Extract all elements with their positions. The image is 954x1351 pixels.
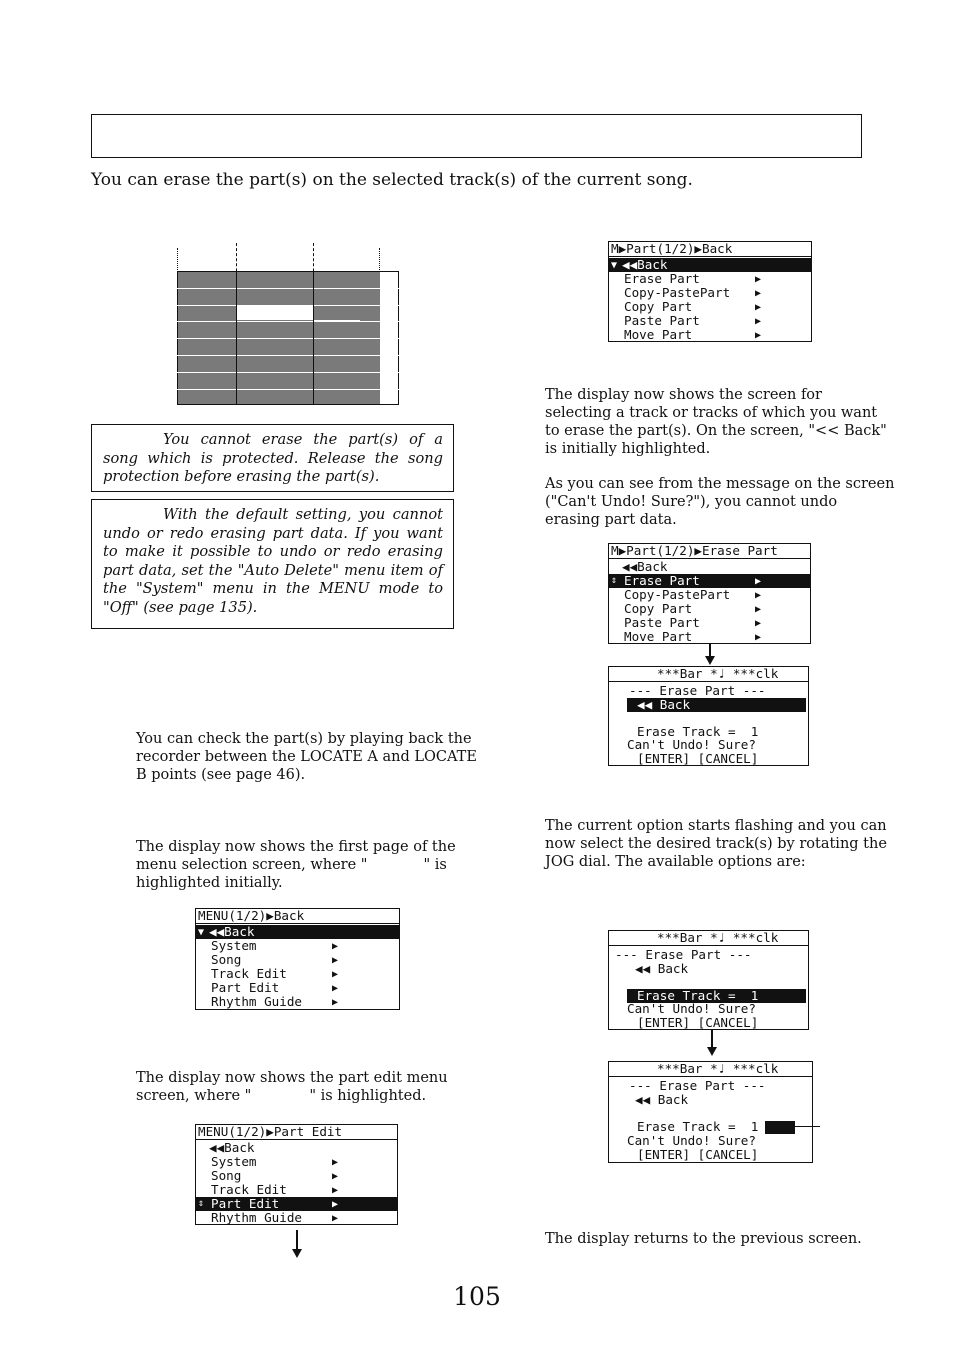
arrow-down-line (296, 1230, 298, 1250)
arrow-down-line-3 (711, 1030, 713, 1048)
intro-text: You can erase the part(s) on the selected track(s) of the current song. (91, 170, 693, 190)
step-check-text: You can check the part(s) by playing back the recorder between the LOCATE A and LOCATE B points (see page 46). (136, 731, 477, 783)
lcd-erase-screen-3: ***Bar *♩ ***clk --- Erase Part --- ◀◀ Back Erase Track = 1 Can't Undo! Sure? [ENTER] [CANCEL] (608, 1061, 813, 1163)
step-undo-text: As you can see from the message on the screen ("Can't Undo! Sure?"), you cannot undo erasing part data. (545, 476, 895, 528)
part-diagram (170, 243, 405, 413)
lcd-menu-screen-1: MENU(1/2)▶Back ▼ ◀◀Back System ▶ Song ▶ Track Edit ▶ Part Edit ▶ Rhythm Guide ▶ (195, 908, 400, 1010)
lcd-erase-screen-1: ***Bar *♩ ***clk --- Erase Part --- ◀◀ Back Erase Track = 1 Can't Undo! Sure? [ENTER] [CANCEL] (608, 666, 809, 766)
step-select-text: The display now shows the screen for selecting a track or tracks of which you want to erase the part(s). On the screen, "<< Back" is initially highlighted. (545, 387, 887, 457)
step-menu-text: The display now shows the first page of the menu selection screen, where " " is highlighted initially. (136, 839, 456, 891)
step-return-text: The display returns to the previous screen. (545, 1231, 862, 1247)
lcd-part-screen-2: M▶Part(1/2)▶Erase Part ◀◀Back ⇕ Erase Part ▶ Copy-PastePart ▶ Copy Part ▶ Paste Part ▶ Move Part ▶ (608, 543, 811, 644)
arrow-down-icon (292, 1249, 302, 1258)
section-title-box (91, 114, 862, 158)
lcd-erase-screen-2: ***Bar *♩ ***clk --- Erase Part --- ◀◀ Back Erase Track = 1 Can't Undo! Sure? [ENTER] [CANCEL] (608, 930, 809, 1030)
lcd-menu-screen-2: MENU(1/2)▶Part Edit ◀◀Back System ▶ Song ▶ Track Edit ▶ ⇕ Part Edit ▶ Rhythm Guide ▶ (195, 1124, 398, 1225)
arrow-down-icon-3 (707, 1047, 717, 1056)
callout-line (795, 1126, 820, 1127)
lcd-part-screen-1: M▶Part(1/2)▶Back ▼ ◀◀Back Erase Part ▶ Copy-PastePart ▶ Copy Part ▶ Paste Part ▶ Move Part ▶ (608, 241, 812, 342)
page-number: 105 (453, 1282, 501, 1311)
step-partedit-text: The display now shows the part edit menu screen, where " " is highlighted. (136, 1070, 448, 1104)
arrow-down-icon-2 (705, 656, 715, 665)
step-flash-text: The current option starts flashing and you can now select the desired track(s) by rotating the JOG dial. The available options are: (545, 818, 887, 870)
note-protected: You cannot erase the part(s) of a song which is protected. Release the song protection before erasing the part(s). (91, 424, 454, 492)
note-undo: With the default setting, you cannot undo or redo erasing part data. If you want to make it possible to undo or redo erasing part data, set the "Auto Delete" menu item of the "System" menu in the MENU mode to "Off" (see page 135). (91, 499, 454, 629)
